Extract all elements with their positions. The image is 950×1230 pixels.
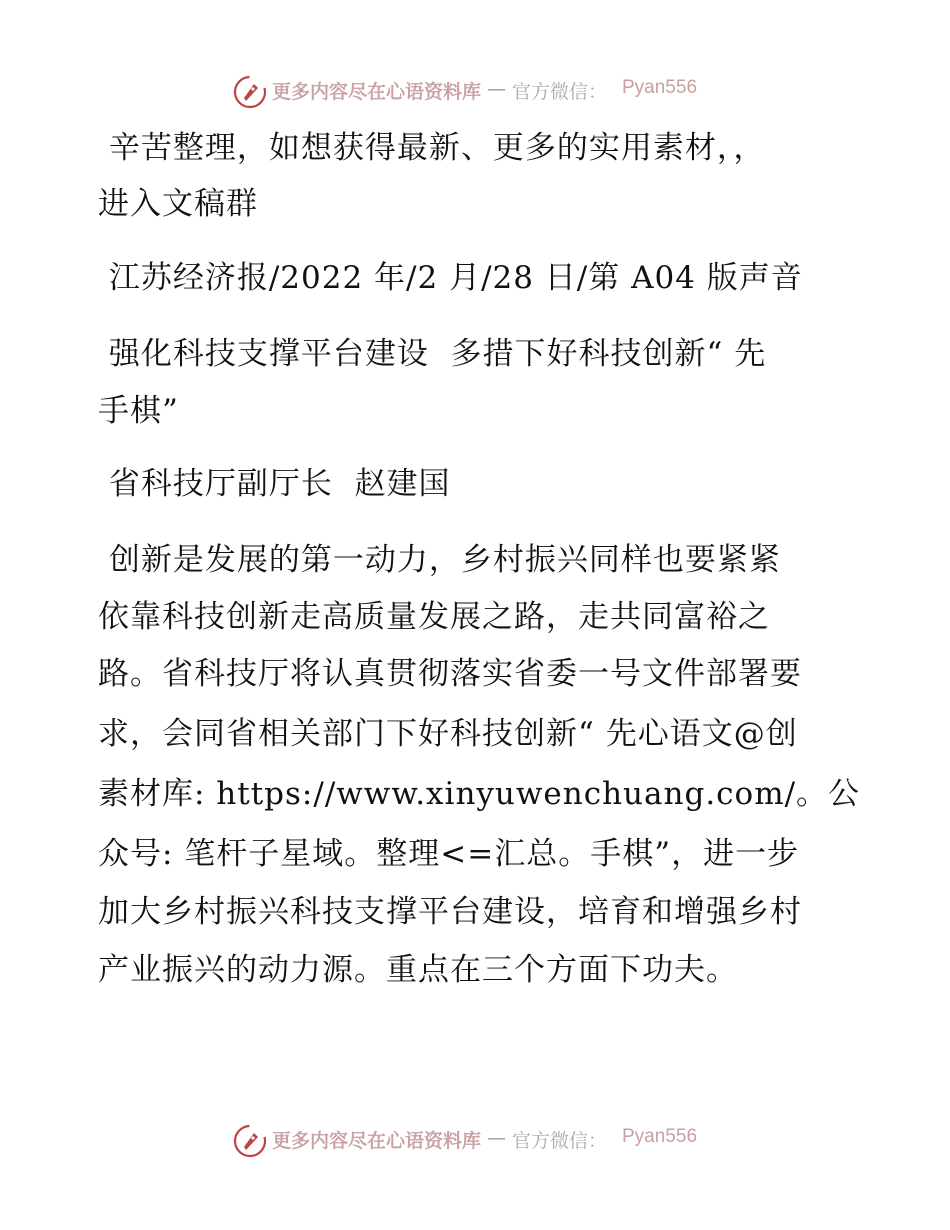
header-wechat-id: Pyan556 xyxy=(622,77,698,98)
body-line: 江苏经济报/2022 年/2 月/28 日/第 A04 版声音 xyxy=(98,260,803,296)
body-line: 辛苦整理，如想获得最新、更多的实用素材，， xyxy=(98,130,766,166)
body-line: 强化科技支撑平台建设 多措下好科技创新“ 先 xyxy=(98,336,767,372)
body-line: 求，会同省相关部门下好科技创新“ 先心语文@创 xyxy=(98,716,798,752)
body-line: 进入文稿群 xyxy=(98,186,258,222)
pen-nib-logo-icon xyxy=(232,1123,268,1159)
body-line: 省科技厅副厅长 赵建国 xyxy=(98,466,451,502)
body-line: 手棋” xyxy=(98,393,179,429)
footer-wechat-id: Pyan556 xyxy=(622,1126,698,1147)
body-line: 众号: 笔杆子星域。整理<=汇总。手棋”，进一步 xyxy=(98,836,800,872)
header-separator: — xyxy=(487,78,506,100)
footer-separator: — xyxy=(487,1127,506,1149)
body-line: 加大乡村振兴科技支撑平台建设，培育和增强乡村 xyxy=(98,894,802,930)
body-line: 素材库: https://www.xinyuwenchuang.com/。公 xyxy=(98,776,861,812)
footer-label: 更多内容尽在心语资料库 xyxy=(272,1130,482,1152)
header-label: 更多内容尽在心语资料库 xyxy=(272,81,482,103)
footer-wechat-label: 官方微信： xyxy=(512,1130,608,1152)
body-line: 创新是发展的第一动力，乡村振兴同样也要紧紧 xyxy=(98,542,781,578)
footer-watermark xyxy=(0,1121,950,1161)
header-watermark xyxy=(0,72,950,112)
body-line: 路。省科技厅将认真贯彻落实省委一号文件部署要 xyxy=(98,656,802,692)
pen-nib-logo-icon xyxy=(232,74,268,110)
body-line: 产业振兴的动力源。重点在三个方面下功夫。 xyxy=(98,952,738,988)
body-line: 依靠科技创新走高质量发展之路，走共同富裕之 xyxy=(98,599,770,635)
header-wechat-label: 官方微信： xyxy=(512,81,608,103)
